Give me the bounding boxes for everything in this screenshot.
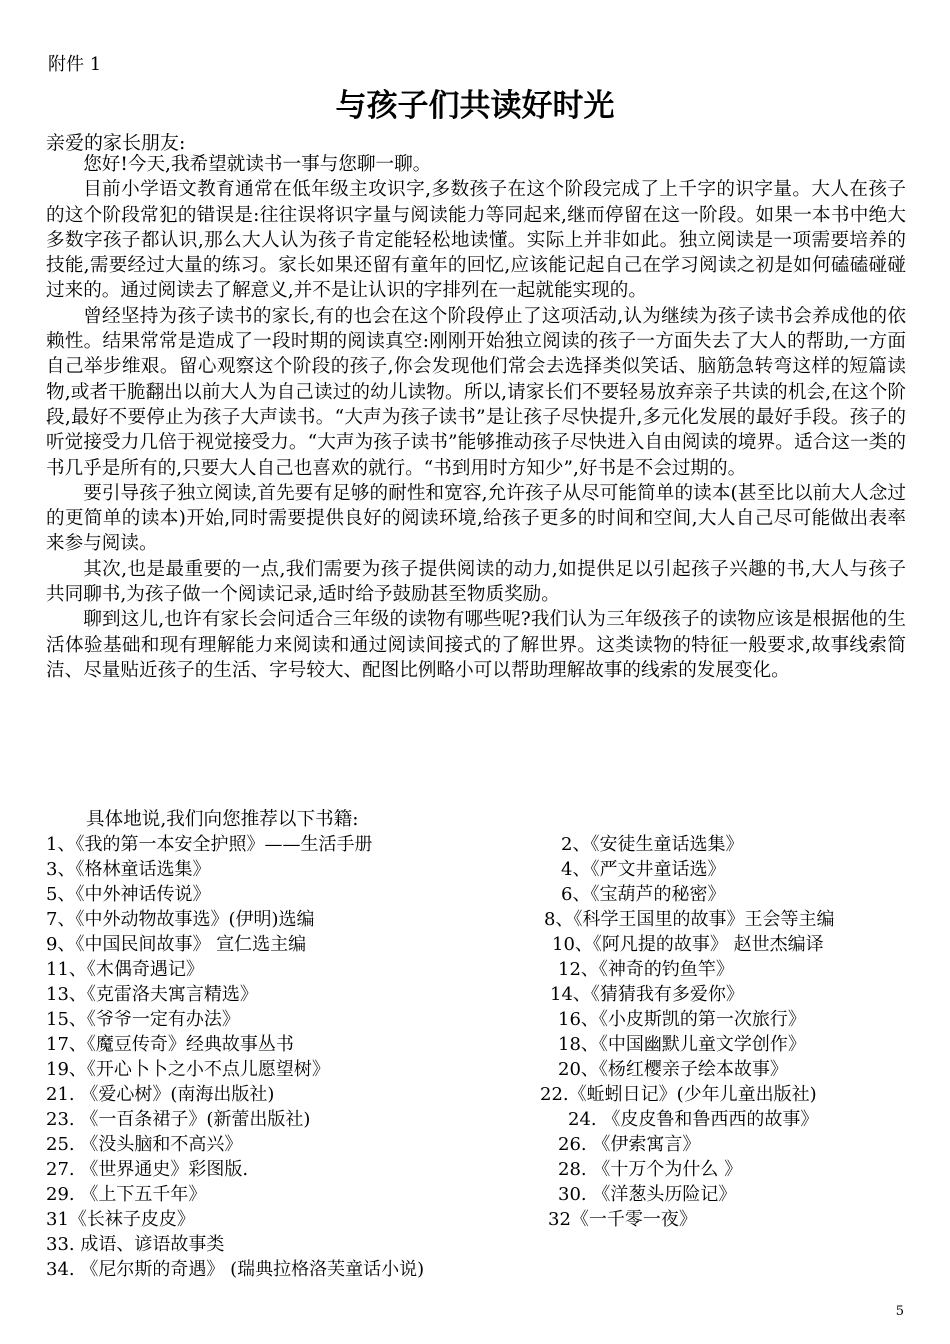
page-number: 5 xyxy=(895,1304,904,1319)
book-item: 20、《杨红樱亲子绘本故事》 xyxy=(558,1059,788,1080)
book-row xyxy=(46,1080,916,1105)
book-item: 29. 《上下五千年》 xyxy=(46,1184,207,1205)
book-item: 4、《严文井童话选》 xyxy=(561,859,726,880)
book-row xyxy=(46,1205,916,1230)
book-item: 3、《格林童话选集》 xyxy=(46,859,211,880)
book-item: 7、《中外动物故事选》(伊明)选编 xyxy=(46,909,315,930)
paragraph: 目前小学语文教育通常在低年级主攻识字,多数孩子在这个阶段完成了上千字的识字量。大人在孩子的这个阶段常犯的错误是:往往误将识字量与阅读能力等同起来,继而停留在这一阶段。如果一本书中绝大多数字孩子都认识,那么大人认为孩子肯定能轻松地读懂。实际上并非如此。独立阅读是一项需要培养的技能,需要经过大量的练习。家长如果还留有童年的回忆,应该能记起自己在学习阅读之初是如何磕磕碰碰过来的。通过阅读去了解意义,并不是让认识的字排列在一起就能实现的。 xyxy=(46,179,906,302)
book-item: 32《一千零一夜》 xyxy=(548,1209,697,1230)
paragraph: 您好!今天,我希望就读书一事与您聊一聊。 xyxy=(83,154,432,175)
book-item: 19、《开心卜卜之小不点儿愿望树》 xyxy=(46,1059,330,1080)
book-item: 1、《我的第一本安全护照》——生活手册 xyxy=(46,834,373,855)
book-item: 31《长袜子皮皮》 xyxy=(46,1209,195,1230)
book-item: 5、《中外神话传说》 xyxy=(46,884,211,905)
book-item: 17、《魔豆传奇》经典故事丛书 xyxy=(46,1034,294,1055)
letter-body xyxy=(46,152,906,683)
book-item: 11、《木偶奇遇记》 xyxy=(46,959,204,980)
book-row xyxy=(46,1105,916,1130)
book-row xyxy=(46,1155,916,1180)
book-row xyxy=(46,1255,916,1280)
book-row xyxy=(46,880,916,905)
book-item: 21. 《爱心树》(南海出版社) xyxy=(46,1084,275,1105)
book-item: 27. 《世界通史》彩图版. xyxy=(46,1159,249,1180)
book-row xyxy=(46,955,916,980)
book-item: 15、《爷爷一定有办法》 xyxy=(46,1009,240,1030)
book-item: 22.《蚯蚓日记》(少年儿童出版社) xyxy=(540,1084,817,1105)
book-item: 30. 《洋葱头历险记》 xyxy=(558,1184,737,1205)
book-row xyxy=(46,1030,916,1055)
paragraph: 要引导孩子独立阅读,首先要有足够的耐性和宽容,允许孩子从尽可能简单的读本(甚至比以前大人念过的更简单的读本)开始,同时需要提供良好的阅读环境,给孩子更多的时间和空间,大人自己尽可能做出表率来参与阅读。 xyxy=(46,482,906,555)
book-item: 26. 《伊索寓言》 xyxy=(558,1134,701,1155)
paragraph: 聊到这儿,也许有家长会问适合三年级的读物有哪些呢?我们认为三年级孩子的读物应该是根据他的生活体验基础和现有理解能力来阅读和通过阅读间接式的了解世界。这类读物的特征一般要求,故事线索简洁、尽量贴近孩子的生活、字号较大、配图比例略小可以帮助理解故事的线索的发展变化。 xyxy=(46,609,906,681)
book-list xyxy=(46,830,916,1280)
book-item: 12、《神奇的钓鱼竿》 xyxy=(558,959,734,980)
book-row xyxy=(46,1055,916,1080)
book-item: 18、《中国幽默儿童文学创作》 xyxy=(558,1034,806,1055)
book-item: 2、《安徒生童话选集》 xyxy=(561,834,744,855)
book-item: 33. 成语、谚语故事类 xyxy=(46,1234,225,1255)
book-row xyxy=(46,1180,916,1205)
book-row xyxy=(46,855,916,880)
book-item: 14、《猜猜我有多爱你》 xyxy=(550,984,744,1005)
attachment-label: 附件 1 xyxy=(48,54,102,75)
book-item: 24. 《皮皮鲁和鲁西西的故事》 xyxy=(568,1109,819,1130)
page-title: 与孩子们共读好时光 xyxy=(335,88,615,124)
book-row xyxy=(46,1130,916,1155)
paragraph: 曾经坚持为孩子读书的家长,有的也会在这个阶段停止了这项活动,认为继续为孩子读书会养成他的依赖性。结果常常是造成了一段时期的阅读真空:刚刚开始独立阅读的孩子一方面失去了大人的帮助,一方面自己举步维艰。留心观察这个阶段的孩子,你会发现他们常会去选择类似笑话、脑筋急转弯这样的短篇读物,或者干脆翻出以前大人为自己读过的幼儿读物。所以,请家长们不要轻易放弃亲子共读的机会,在这个阶段,最好不要停止为孩子大声读书。“大声为孩子读书”是让孩子尽快提升,多元化发展的最好手段。孩子的听觉接受力几倍于视觉接受力。“大声为孩子读书”能够推动孩子尽快进入自由阅读的境界。适合这一类的书几乎是所有的,只要大人自己也喜欢的就行。“书到用时方知少”,好书是不会过期的。 xyxy=(46,305,906,479)
book-row xyxy=(46,980,916,1005)
book-item: 34. 《尼尔斯的奇遇》 (瑞典拉格洛芙童话小说) xyxy=(46,1259,425,1280)
book-item: 16、《小皮斯凯的第一次旅行》 xyxy=(558,1009,806,1030)
book-item: 6、《宝葫芦的秘密》 xyxy=(561,884,726,905)
book-item: 10、《阿凡提的故事》 赵世杰编译 xyxy=(552,934,824,955)
book-row xyxy=(46,930,916,955)
book-row xyxy=(46,1230,916,1255)
book-item: 13、《克雷洛夫寓言精选》 xyxy=(46,984,258,1005)
book-row xyxy=(46,905,916,930)
book-item: 23. 《一百条裙子》(新蕾出版社) xyxy=(46,1109,311,1130)
recommend-intro: 具体地说,我们向您推荐以下书籍: xyxy=(86,809,359,830)
greeting: 亲爱的家长朋友: xyxy=(46,132,186,154)
book-item: 28. 《十万个为什么 》 xyxy=(558,1159,743,1180)
book-row xyxy=(46,830,916,855)
book-row xyxy=(46,1005,916,1030)
book-item: 8、《科学王国里的故事》王会等主编 xyxy=(544,909,835,930)
book-item: 25. 《没头脑和不高兴》 xyxy=(46,1134,243,1155)
book-item: 9、《中国民间故事》 宣仁选主编 xyxy=(46,934,307,955)
paragraph: 其次,也是最重要的一点,我们需要为孩子提供阅读的动力,如提供足以引起孩子兴趣的书,大人与孩子共同聊书,为孩子做一个阅读记录,适时给予鼓励甚至物质奖励。 xyxy=(46,558,906,606)
